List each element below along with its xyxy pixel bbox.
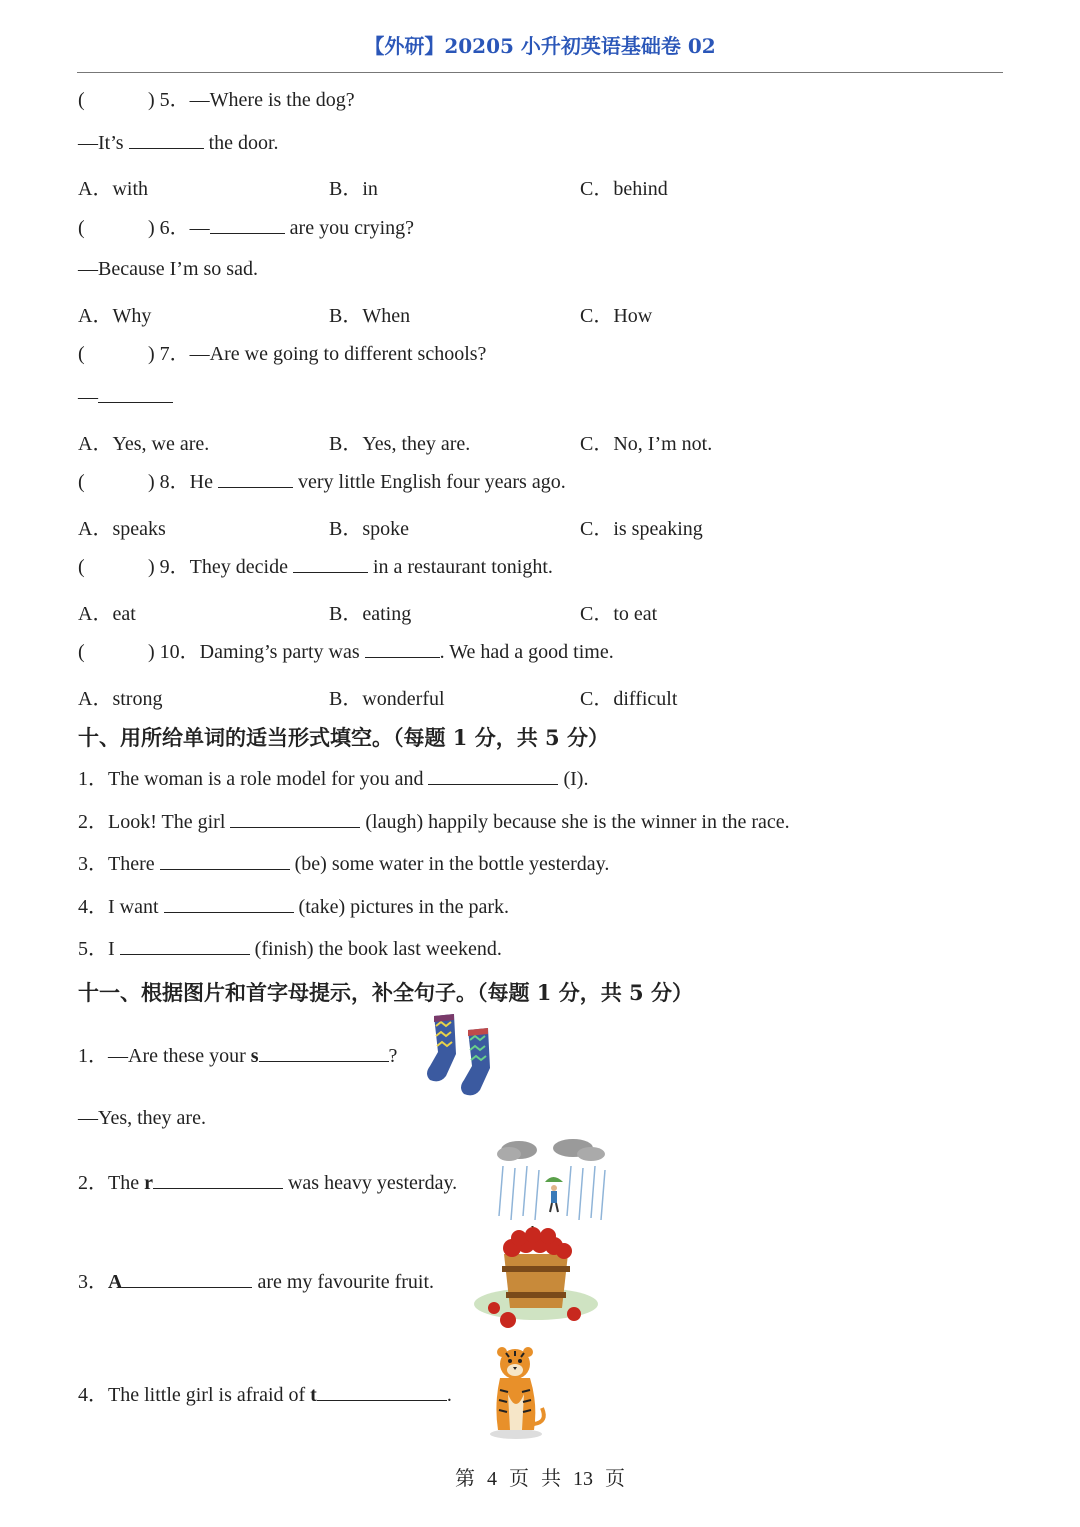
answer-blank[interactable] [218, 469, 293, 488]
answer-blank[interactable] [129, 130, 204, 149]
section-11-item-1: 1．—Are these your s ? [78, 1045, 398, 1067]
section-10-title: 十、用所给单词的适当形式填空。（每题 1 分，共 5 分） [78, 725, 609, 750]
question-6-option-b[interactable]: B．When [329, 305, 411, 327]
question-9-option-b[interactable]: B．eating [329, 603, 412, 625]
answer-blank[interactable] [160, 851, 290, 870]
answer-blank[interactable] [230, 809, 360, 828]
tiger-picture [480, 1344, 550, 1440]
answer-blank[interactable] [293, 554, 368, 573]
question-5-option-a[interactable]: A．with [78, 178, 148, 200]
question-9-stem: ( ) 9．They decide in a restaurant tonight. [78, 556, 553, 578]
section-10-item-5: 5．I (finish) the book last weekend. [78, 938, 502, 960]
section-11-title: 十一、根据图片和首字母提示，补全句子。（每题 1 分，共 5 分） [78, 980, 693, 1005]
question-8-option-b[interactable]: B．spoke [329, 518, 409, 540]
question-9-option-c[interactable]: C．to eat [580, 603, 658, 625]
question-6-reply: —Because I’m so sad. [78, 258, 258, 280]
question-7-reply: — [78, 384, 173, 409]
answer-blank[interactable] [259, 1043, 389, 1062]
section-11-item-2: 2．The r was heavy yesterday. [78, 1172, 458, 1194]
question-10-option-b[interactable]: B．wonderful [329, 688, 445, 710]
section-10-item-3: 3．There (be) some water in the bottle yesterday. [78, 853, 610, 875]
page-footer: 第 4 页 共 13 页 [455, 1468, 625, 1490]
section-10-item-2: 2．Look! The girl (laugh) happily because she is the winner in the race. [78, 811, 790, 833]
question-8-stem: ( ) 8．He very little English four years ago. [78, 471, 566, 493]
apples-picture [470, 1226, 600, 1332]
answer-blank[interactable] [164, 894, 294, 913]
question-5-stem: ( ) 5．—Where is the dog? [78, 89, 355, 111]
answer-blank[interactable] [365, 639, 440, 658]
rain-picture [495, 1136, 611, 1222]
question-10-option-a[interactable]: A．strong [78, 688, 163, 710]
header-divider [77, 72, 1003, 73]
answer-blank[interactable] [317, 1382, 447, 1401]
answer-blank[interactable] [210, 215, 285, 234]
question-5-option-c[interactable]: C．behind [580, 178, 668, 200]
page-total: 13 [573, 1468, 593, 1490]
section-11-item-1-reply: —Yes, they are. [78, 1107, 206, 1129]
section-10-item-1: 1．The woman is a role model for you and (I). [78, 768, 589, 790]
section-11-item-4: 4．The little girl is afraid of t . [78, 1384, 452, 1406]
question-8-option-c[interactable]: C．is speaking [580, 518, 703, 540]
socks-picture [420, 1010, 510, 1098]
answer-blank[interactable] [122, 1269, 252, 1288]
section-11-item-3: 3．A are my favourite fruit. [78, 1271, 435, 1293]
page-header-title: 【外研】20205 小升初英语基础卷 02 [364, 34, 716, 58]
question-10-option-c[interactable]: C．difficult [580, 688, 678, 710]
question-5-option-b[interactable]: B．in [329, 178, 378, 200]
question-7-option-a[interactable]: A．Yes, we are. [78, 433, 210, 455]
question-5-reply: —It’s the door. [78, 132, 279, 154]
question-8-option-a[interactable]: A．speaks [78, 518, 166, 540]
question-6-option-a[interactable]: A．Why [78, 305, 152, 327]
question-9-option-a[interactable]: A．eat [78, 603, 136, 625]
question-7-option-c[interactable]: C．No, I’m not. [580, 433, 713, 455]
question-7-option-b[interactable]: B．Yes, they are. [329, 433, 471, 455]
section-10-item-4: 4．I want (take) pictures in the park. [78, 896, 510, 918]
question-7-stem: ( ) 7．—Are we going to different schools? [78, 343, 487, 365]
page-number: 4 [487, 1468, 497, 1490]
question-6-stem: ( ) 6．— are you crying? [78, 217, 415, 239]
answer-blank[interactable] [428, 766, 558, 785]
question-10-stem: ( ) 10．Daming’s party was . We had a good time. [78, 641, 614, 663]
answer-blank[interactable] [153, 1170, 283, 1189]
answer-blank[interactable] [120, 936, 250, 955]
question-6-option-c[interactable]: C．How [580, 305, 653, 327]
answer-blank[interactable] [98, 384, 173, 403]
